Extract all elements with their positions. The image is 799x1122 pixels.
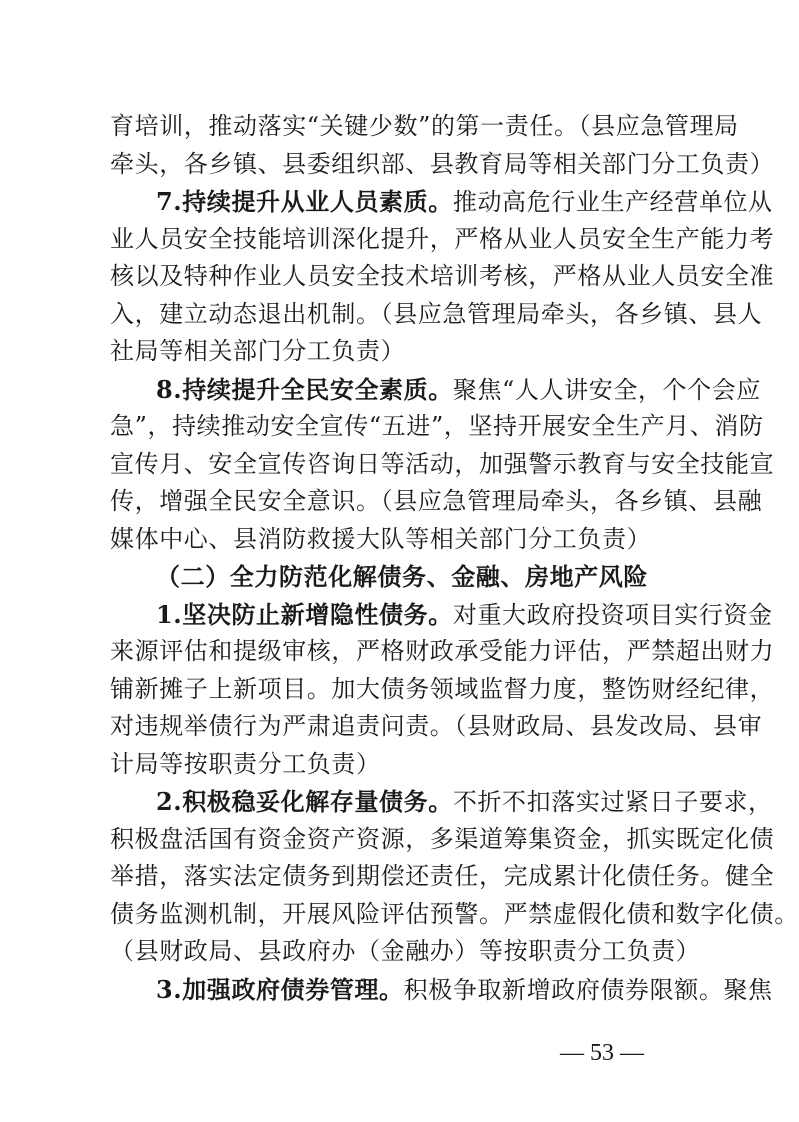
document-body — [110, 108, 799, 1008]
paragraph-text: 铺新摊子上新项目。加大债务领域监督力度，整饬财经纪律， — [110, 674, 775, 703]
paragraph-text: 业人员安全技能培训深化提升，严格从业人员安全生产能力考 — [110, 224, 775, 253]
paragraph-text: 入，建立动态退出机制。（县应急管理局牵头，各乡镇、县人 — [110, 299, 763, 328]
paragraph-text: 牵头，各乡镇、县委组织部、县教育局等相关部门分工负责） — [110, 149, 775, 178]
text-line — [110, 521, 686, 559]
paragraph-text: 推动高危行业生产经营单位从 — [452, 188, 773, 216]
section-heading: （二）全力防范化解债务、金融、房地产风险 — [156, 562, 648, 591]
text-line — [110, 558, 686, 596]
paragraph-text: 社局等相关部门分工负责） — [110, 337, 406, 365]
paragraph-text: 媒体中心、县消防救援大队等相关部门分工负责） — [110, 524, 652, 553]
paragraph-text: （县财政局、县政府办（金融办）等按职责分工负责） — [110, 937, 701, 965]
text-line — [110, 183, 773, 221]
paragraph-text: 核以及特种作业人员安全技术培训考核，严格从业人员安全准 — [110, 262, 775, 290]
text-line — [110, 971, 773, 1009]
paragraph-text: 对违规举债行为严肃追责问责。（县财政局、县发改局、县审 — [110, 712, 763, 740]
paragraph-text: 债务监测机制，开展风险评估预警。严禁虚假化债和数字化债。 — [110, 899, 799, 928]
text-line — [110, 633, 775, 671]
section-heading: 2.积极稳妥化解存量债务。 — [156, 787, 453, 816]
text-line — [110, 296, 763, 334]
paragraph-text: 育培训，推动落实“关键少数”的第一责任。（县应急管理局 — [110, 112, 739, 140]
text-line — [110, 671, 775, 709]
section-heading: 8.持续提升全民安全素质。 — [156, 374, 453, 404]
paragraph-text: 积极争取新增政府债券限额。聚焦 — [403, 975, 773, 1004]
text-line — [110, 108, 739, 146]
text-line — [110, 746, 686, 784]
paragraph-text: 宣传月、安全宣传咨询日等活动，加强警示教育与安全技能宣 — [110, 449, 775, 478]
section-heading: 7.持续提升从业人员素质。 — [156, 187, 453, 216]
text-line — [110, 146, 775, 184]
text-line — [110, 783, 773, 821]
page-number: — 53 — — [560, 1040, 644, 1066]
paragraph-text: 积极盘活国有资金资产资源，多渠道筹集资金，抓实既定化债 — [110, 824, 775, 853]
text-line — [110, 258, 775, 296]
text-line — [110, 333, 686, 371]
paragraph-text: 传，增强全民安全意识。（县应急管理局牵头，各乡镇、县融 — [110, 487, 763, 515]
paragraph-text: 不折不扣落实过紧日子要求， — [452, 788, 773, 816]
paragraph-text: 急”，持续推动安全宣传“五进”，坚持开展安全生产月、消防 — [110, 412, 764, 440]
paragraph-text: 聚焦“人人讲安全，个个会应 — [452, 375, 761, 404]
paragraph-text: 举措，落实法定债务到期偿还责任，完成累计化债任务。健全 — [110, 862, 775, 890]
text-line — [110, 933, 701, 971]
text-line — [110, 708, 763, 746]
text-line — [110, 821, 775, 859]
text-line — [110, 483, 763, 521]
section-heading: 1.坚决防止新增隐性债务。 — [156, 599, 453, 629]
paragraph-text: 来源评估和提级审核，严格财政承受能力评估，严禁超出财力 — [110, 637, 775, 665]
paragraph-text: 计局等按职责分工负责） — [110, 749, 381, 778]
section-heading: 3.加强政府债券管理。 — [156, 974, 404, 1004]
text-line — [110, 221, 775, 259]
text-line — [110, 896, 799, 934]
text-line — [110, 371, 761, 409]
text-line — [110, 446, 775, 484]
text-line — [110, 408, 764, 446]
text-line — [110, 596, 773, 634]
text-line — [110, 858, 775, 896]
paragraph-text: 对重大政府投资项目实行资金 — [452, 600, 773, 629]
